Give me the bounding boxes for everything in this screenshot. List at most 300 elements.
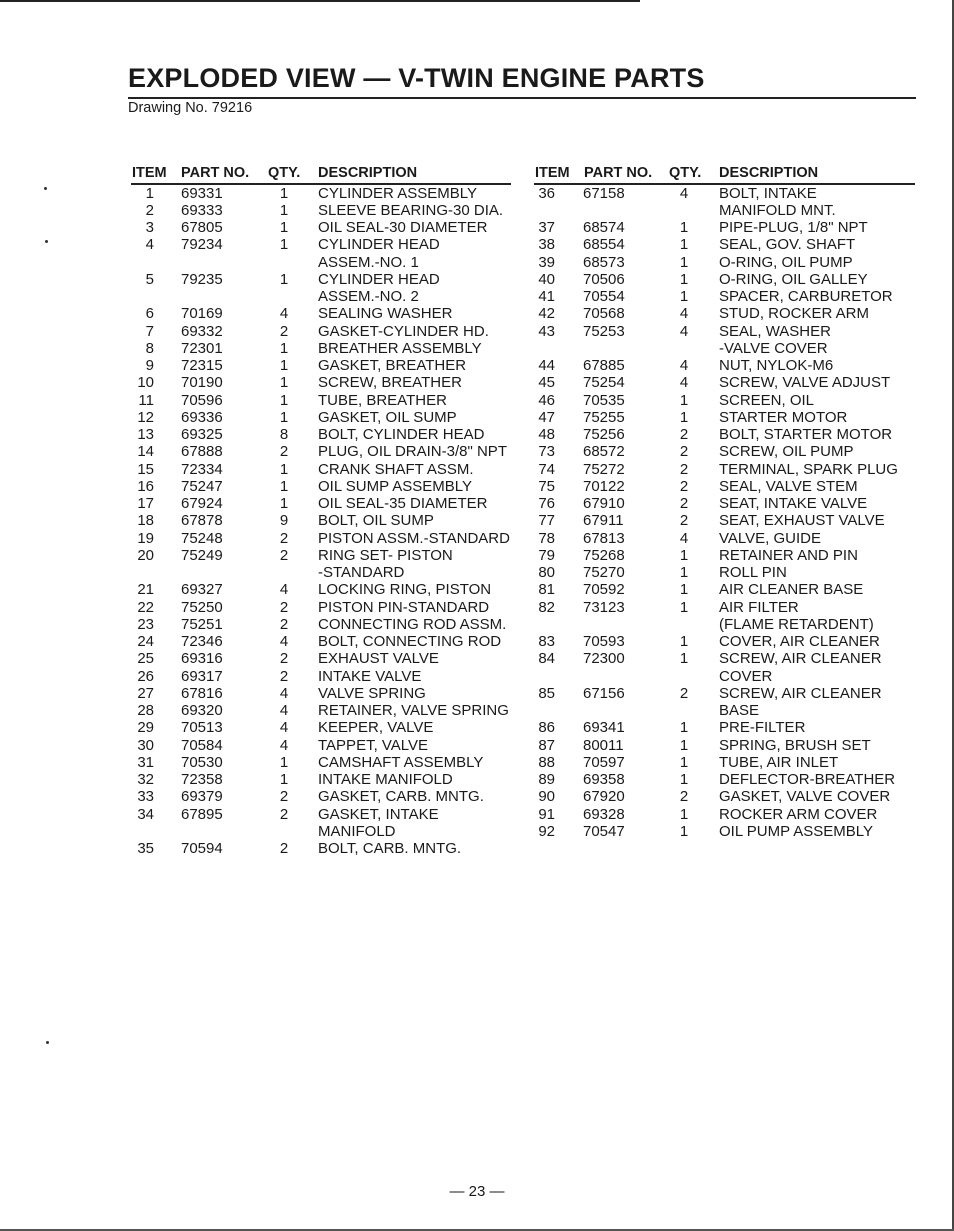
- header-description: DESCRIPTION: [318, 165, 418, 181]
- description: BOLT, OIL SUMP: [318, 512, 434, 530]
- description: COVER, AIR CLEANER: [719, 633, 880, 650]
- table-row: [0, 461, 954, 478]
- description: BOLT, CARB. MNTG.: [318, 840, 462, 857]
- quantity: 1: [279, 236, 289, 254]
- quantity: 1: [679, 219, 689, 236]
- item-number: 27: [137, 684, 154, 702]
- item-number: 19: [137, 529, 154, 547]
- description: OIL SUMP ASSEMBLY: [318, 477, 472, 495]
- description: MANIFOLD: [318, 822, 396, 840]
- description: DEFLECTOR-BREATHER: [719, 771, 896, 788]
- header-qty: QTY.: [669, 165, 702, 181]
- item-number: 1: [145, 184, 154, 202]
- quantity: 1: [679, 719, 689, 737]
- part-number: 75256: [583, 426, 625, 443]
- description: SCREW, VALVE ADJUST: [719, 374, 891, 392]
- quantity: 1: [279, 408, 289, 426]
- quantity: 4: [279, 581, 289, 599]
- item-number: 90: [538, 788, 555, 806]
- part-number: 75255: [583, 408, 625, 426]
- table-row: [0, 219, 954, 236]
- description: RING SET- PISTON: [318, 546, 453, 564]
- header-part-no: PART NO.: [181, 165, 250, 181]
- quantity: 4: [679, 357, 689, 374]
- item-number: 4: [145, 236, 154, 254]
- table-row: [0, 788, 954, 805]
- item-number: 29: [137, 719, 154, 737]
- item-number: 2: [145, 201, 154, 219]
- description: OIL SEAL-30 DIAMETER: [318, 219, 488, 236]
- part-number: 69333: [181, 201, 223, 219]
- description: BOLT, CONNECTING ROD: [318, 633, 502, 650]
- description: BOLT, CYLINDER HEAD: [318, 426, 485, 443]
- table-row: [0, 288, 954, 305]
- item-number: 89: [538, 771, 555, 788]
- part-number: 67885: [583, 357, 625, 374]
- description: RETAINER AND PIN: [719, 546, 858, 564]
- description: SEAL, VALVE STEM: [719, 477, 858, 495]
- description: OIL PUMP ASSEMBLY: [719, 822, 873, 840]
- item-number: 11: [138, 391, 154, 409]
- part-number: 70506: [583, 270, 625, 288]
- description: VALVE SPRING: [318, 684, 426, 702]
- description: SCREW, AIR CLEANER: [719, 650, 882, 668]
- description: VALVE, GUIDE: [719, 529, 821, 547]
- description: CONNECTING ROD ASSM.: [318, 615, 507, 633]
- part-number: 70122: [583, 477, 625, 495]
- part-number: 70554: [583, 288, 625, 305]
- table-row: [0, 478, 954, 495]
- item-number: 25: [137, 650, 154, 668]
- quantity: 1: [279, 184, 289, 202]
- part-number: 69331: [181, 184, 223, 202]
- table-row: [0, 599, 954, 616]
- item-number: 20: [137, 546, 154, 564]
- quantity: 4: [679, 305, 689, 323]
- item-number: 28: [137, 702, 154, 719]
- part-number: 69328: [583, 805, 625, 823]
- part-number: 70597: [583, 753, 625, 771]
- header-description: DESCRIPTION: [719, 165, 819, 181]
- part-number: 70169: [181, 305, 223, 323]
- page-title: EXPLODED VIEW — V-TWIN ENGINE PARTS: [128, 63, 705, 93]
- quantity: 2: [279, 650, 289, 668]
- description: TUBE, BREATHER: [318, 391, 447, 409]
- part-number: 67878: [181, 512, 223, 530]
- description: GASKET, BREATHER: [318, 357, 467, 374]
- description: CRANK SHAFT ASSM.: [318, 460, 474, 478]
- description: STARTER MOTOR: [719, 408, 848, 426]
- part-number: 70594: [181, 840, 223, 857]
- item-number: 26: [137, 667, 154, 685]
- part-number: 75248: [181, 529, 223, 547]
- description: CAMSHAFT ASSEMBLY: [318, 753, 484, 771]
- item-number: 44: [538, 357, 555, 374]
- item-number: 74: [538, 460, 555, 478]
- quantity: 2: [679, 495, 689, 512]
- quantity: 1: [679, 736, 689, 754]
- table-row: [0, 840, 954, 857]
- description: PLUG, OIL DRAIN-3/8" NPT: [318, 443, 507, 461]
- table-row: [0, 323, 954, 340]
- description: SEAT, INTAKE VALVE: [719, 495, 868, 512]
- quantity: 2: [679, 477, 689, 495]
- quantity: 4: [279, 633, 289, 650]
- item-number: 47: [538, 408, 555, 426]
- part-number: 75253: [583, 322, 625, 340]
- item-number: 85: [538, 684, 555, 702]
- table-row: [0, 650, 954, 667]
- quantity: 1: [679, 598, 689, 616]
- quantity: 2: [279, 805, 289, 823]
- part-number: 70513: [181, 719, 223, 737]
- part-number: 72315: [181, 357, 223, 374]
- item-number: 36: [538, 184, 555, 202]
- drawing-number: Drawing No. 79216: [128, 100, 253, 116]
- description: ASSEM.-NO. 2: [318, 288, 419, 305]
- header-qty: QTY.: [268, 165, 301, 181]
- quantity: 2: [279, 788, 289, 806]
- part-number: 67888: [181, 443, 223, 461]
- quantity: 1: [679, 236, 689, 254]
- description: ROCKER ARM COVER: [719, 805, 878, 823]
- table-row: [0, 754, 954, 771]
- description: SPACER, CARBURETOR: [719, 288, 893, 305]
- top-border-rule: [0, 0, 640, 2]
- quantity: 1: [279, 270, 289, 288]
- description: EXHAUST VALVE: [318, 650, 439, 668]
- description: BASE: [719, 702, 760, 719]
- quantity: 1: [279, 771, 289, 788]
- part-number: 67805: [181, 219, 223, 236]
- table-row: [0, 357, 954, 374]
- item-number: 30: [137, 736, 154, 754]
- part-number: 70593: [583, 633, 625, 650]
- description: PISTON PIN-STANDARD: [318, 598, 490, 616]
- table-row: [0, 547, 954, 564]
- item-number: 3: [145, 219, 154, 236]
- table-row: [0, 685, 954, 702]
- table-row: [0, 443, 954, 460]
- quantity: 4: [679, 374, 689, 392]
- item-number: 80: [538, 564, 555, 581]
- item-number: 79: [538, 546, 555, 564]
- description: SEAL, WASHER: [719, 322, 831, 340]
- part-number: 72358: [181, 771, 223, 788]
- part-number: 70535: [583, 391, 625, 409]
- description: KEEPER, VALVE: [318, 719, 434, 737]
- part-number: 72334: [181, 460, 223, 478]
- table-row: [0, 374, 954, 391]
- quantity: 1: [679, 408, 689, 426]
- description: SCREEN, OIL: [719, 391, 815, 409]
- description: BREATHER ASSEMBLY: [318, 339, 482, 357]
- description: SCREW, BREATHER: [318, 374, 462, 392]
- part-number: 67920: [583, 788, 625, 806]
- item-number: 7: [145, 322, 154, 340]
- part-number: 79234: [181, 236, 223, 254]
- description: -STANDARD: [318, 564, 405, 581]
- table-row: [0, 616, 954, 633]
- quantity: 1: [679, 771, 689, 788]
- part-number: 75250: [181, 598, 223, 616]
- part-number: 67924: [181, 495, 223, 512]
- item-number: 13: [137, 426, 154, 443]
- item-number: 92: [538, 822, 555, 840]
- quantity: 4: [679, 322, 689, 340]
- description: NUT, NYLOK-M6: [719, 357, 834, 374]
- description: TAPPET, VALVE: [318, 736, 429, 754]
- description: O-RING, OIL PUMP: [719, 253, 853, 271]
- description: INTAKE MANIFOLD: [318, 771, 453, 788]
- description: (FLAME RETARDENT): [719, 615, 874, 633]
- item-number: 5: [145, 270, 154, 288]
- table-row: [0, 581, 954, 598]
- part-number: 67911: [583, 512, 624, 530]
- part-number: 69332: [181, 322, 223, 340]
- item-number: 46: [538, 391, 555, 409]
- quantity: 1: [279, 753, 289, 771]
- part-number: 79235: [181, 270, 223, 288]
- table-row: [0, 392, 954, 409]
- part-number: 72300: [583, 650, 625, 668]
- quantity: 1: [679, 253, 689, 271]
- item-number: 81: [538, 581, 555, 599]
- quantity: 1: [679, 391, 689, 409]
- item-number: 39: [538, 253, 555, 271]
- item-number: 73: [538, 443, 555, 461]
- item-number: 43: [538, 322, 555, 340]
- quantity: 1: [279, 201, 289, 219]
- description: -VALVE COVER: [719, 339, 828, 357]
- description: SLEEVE BEARING-30 DIA.: [318, 201, 504, 219]
- quantity: 4: [279, 736, 289, 754]
- part-number: 70584: [181, 736, 223, 754]
- table-row: [0, 564, 954, 581]
- quantity: 1: [679, 546, 689, 564]
- table-row: [0, 737, 954, 754]
- quantity: 1: [679, 270, 689, 288]
- item-number: 75: [538, 477, 555, 495]
- part-number: 75268: [583, 546, 625, 564]
- description: O-RING, OIL GALLEY: [719, 270, 868, 288]
- part-number: 75247: [181, 477, 223, 495]
- item-number: 78: [538, 529, 555, 547]
- part-number: 69379: [181, 788, 223, 806]
- description: PIPE-PLUG, 1/8" NPT: [719, 219, 868, 236]
- part-number: 73123: [583, 598, 625, 616]
- item-number: 12: [137, 408, 154, 426]
- quantity: 2: [279, 546, 289, 564]
- part-number: 68572: [583, 443, 625, 461]
- table-row: [0, 806, 954, 823]
- quantity: 1: [279, 391, 289, 409]
- table-row: [0, 771, 954, 788]
- part-number: 67158: [583, 184, 625, 202]
- description: SCREW, AIR CLEANER: [719, 684, 882, 702]
- description: BOLT, STARTER MOTOR: [719, 426, 893, 443]
- part-number: 75251: [181, 615, 223, 633]
- item-number: 82: [538, 598, 555, 616]
- table-row: [0, 426, 954, 443]
- description: PISTON ASSM.-STANDARD: [318, 529, 510, 547]
- quantity: 4: [279, 702, 289, 719]
- part-number: 69317: [181, 667, 223, 685]
- item-number: 23: [137, 615, 154, 633]
- quantity: 1: [279, 374, 289, 392]
- description: GASKET, VALVE COVER: [719, 788, 891, 806]
- quantity: 1: [279, 495, 289, 512]
- item-number: 24: [137, 633, 154, 650]
- item-number: 48: [538, 426, 555, 443]
- table-row: [0, 185, 954, 202]
- description: STUD, ROCKER ARM: [719, 305, 870, 323]
- quantity: 2: [679, 443, 689, 461]
- description: MANIFOLD MNT.: [719, 201, 836, 219]
- quantity: 4: [279, 305, 289, 323]
- item-number: 10: [137, 374, 154, 392]
- description: TUBE, AIR INLET: [719, 753, 839, 771]
- quantity: 2: [679, 426, 689, 443]
- description: PRE-FILTER: [719, 719, 806, 737]
- header-item: ITEM: [132, 165, 167, 181]
- description: GASKET-CYLINDER HD.: [318, 322, 489, 340]
- table-row: [0, 340, 954, 357]
- part-number: 69316: [181, 650, 223, 668]
- table-row: [0, 409, 954, 426]
- table-row: [0, 633, 954, 650]
- description: CYLINDER HEAD: [318, 236, 440, 254]
- quantity: 2: [279, 443, 289, 461]
- quantity: 2: [279, 598, 289, 616]
- item-number: 84: [538, 650, 555, 668]
- description: COVER: [719, 667, 773, 685]
- page-number: — 23 —: [449, 1183, 505, 1200]
- description: CYLINDER HEAD: [318, 270, 440, 288]
- table-row: [0, 236, 954, 253]
- description: ASSEM.-NO. 1: [318, 253, 419, 271]
- quantity: 1: [279, 477, 289, 495]
- quantity: 8: [279, 426, 289, 443]
- quantity: 2: [279, 840, 289, 857]
- quantity: 4: [679, 529, 689, 547]
- description: AIR FILTER: [719, 598, 799, 616]
- part-number: 70190: [181, 374, 223, 392]
- scan-speck: [46, 1041, 49, 1044]
- item-number: 45: [538, 374, 555, 392]
- table-row: [0, 271, 954, 288]
- description: AIR CLEANER BASE: [719, 581, 864, 599]
- item-number: 17: [137, 495, 154, 512]
- table-row: [0, 495, 954, 512]
- item-number: 88: [538, 753, 555, 771]
- part-number: 67813: [583, 529, 625, 547]
- part-number: 75270: [583, 564, 625, 581]
- description: SCREW, OIL PUMP: [719, 443, 854, 461]
- description: SEAT, EXHAUST VALVE: [719, 512, 885, 530]
- quantity: 4: [279, 684, 289, 702]
- quantity: 1: [679, 564, 689, 581]
- description: BOLT, INTAKE: [719, 184, 817, 202]
- item-number: 33: [137, 788, 154, 806]
- item-number: 8: [145, 339, 154, 357]
- quantity: 2: [679, 788, 689, 806]
- part-number: 72301: [181, 339, 223, 357]
- table-row: [0, 254, 954, 271]
- table-row: [0, 823, 954, 840]
- quantity: 1: [279, 357, 289, 374]
- item-number: 21: [137, 581, 154, 599]
- item-number: 38: [538, 236, 555, 254]
- description: OIL SEAL-35 DIAMETER: [318, 495, 488, 512]
- part-number: 69358: [583, 771, 625, 788]
- quantity: 2: [679, 684, 689, 702]
- quantity: 2: [679, 460, 689, 478]
- item-number: 22: [137, 598, 154, 616]
- part-number: 69336: [181, 408, 223, 426]
- part-number: 69327: [181, 581, 223, 599]
- part-number: 80011: [583, 736, 624, 754]
- header-item: ITEM: [535, 165, 570, 181]
- item-number: 14: [137, 443, 154, 461]
- description: TERMINAL, SPARK PLUG: [719, 460, 898, 478]
- description: GASKET, OIL SUMP: [318, 408, 457, 426]
- quantity: 9: [279, 512, 289, 530]
- quantity: 1: [679, 805, 689, 823]
- item-number: 77: [538, 512, 555, 530]
- part-number: 68574: [583, 219, 625, 236]
- item-number: 32: [137, 771, 154, 788]
- part-number: 70568: [583, 305, 625, 323]
- item-number: 31: [137, 753, 154, 771]
- item-number: 76: [538, 495, 555, 512]
- item-number: 87: [538, 736, 555, 754]
- description: CYLINDER ASSEMBLY: [318, 184, 477, 202]
- quantity: 1: [279, 339, 289, 357]
- part-number: 69341: [583, 719, 625, 737]
- description: ROLL PIN: [719, 564, 787, 581]
- table-row: [0, 668, 954, 685]
- part-number: 69320: [181, 702, 223, 719]
- quantity: 2: [279, 322, 289, 340]
- quantity: 4: [679, 184, 689, 202]
- item-number: 16: [137, 477, 154, 495]
- part-number: 75249: [181, 546, 223, 564]
- table-row: [0, 512, 954, 529]
- quantity: 1: [279, 460, 289, 478]
- header-part-no: PART NO.: [584, 165, 653, 181]
- item-number: 9: [145, 357, 154, 374]
- quantity: 2: [679, 512, 689, 530]
- item-number: 34: [137, 805, 154, 823]
- quantity: 1: [679, 822, 689, 840]
- description: GASKET, INTAKE: [318, 805, 439, 823]
- part-number: 68554: [583, 236, 625, 254]
- quantity: 1: [279, 219, 289, 236]
- item-number: 6: [145, 305, 154, 323]
- description: SPRING, BRUSH SET: [719, 736, 871, 754]
- item-number: 91: [538, 805, 555, 823]
- quantity: 1: [679, 581, 689, 599]
- table-row: [0, 530, 954, 547]
- part-number: 75254: [583, 374, 625, 392]
- quantity: 1: [679, 633, 689, 650]
- table-row: [0, 719, 954, 736]
- item-number: 15: [137, 460, 154, 478]
- part-number: 70592: [583, 581, 625, 599]
- description: LOCKING RING, PISTON: [318, 581, 492, 599]
- part-number: 70596: [181, 391, 223, 409]
